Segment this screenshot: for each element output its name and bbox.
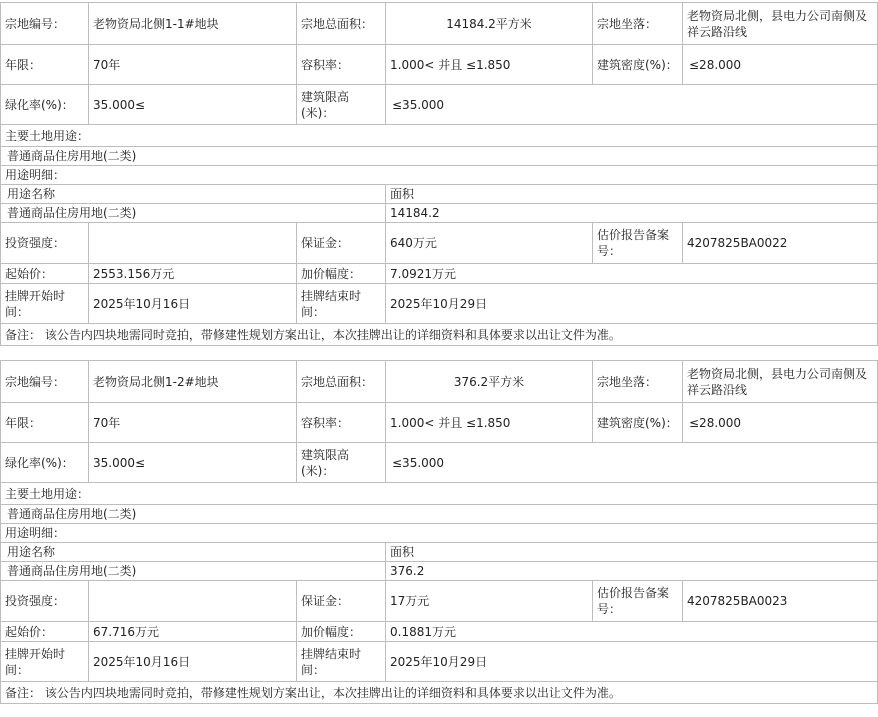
parcel-label: 宗地编号： <box>5 374 66 389</box>
parcel-value-cell <box>88 360 297 403</box>
far-label-cell <box>296 402 386 443</box>
start-price-value: 2553.156万元 <box>93 266 175 281</box>
deposit-value-cell <box>385 580 593 622</box>
parcel-label: 宗地编号： <box>5 16 66 31</box>
use-name-value: 普通商品住房用地(二类) <box>7 564 137 578</box>
invest-value-cell <box>88 222 297 264</box>
use-name-header: 用途名称 <box>7 545 56 559</box>
use-detail-label-cell <box>0 165 878 185</box>
list-end-label: 挂牌结束时间： <box>301 646 362 677</box>
deposit-label: 保证金： <box>301 594 350 608</box>
list-start-label: 挂牌开始时间： <box>5 646 66 677</box>
list-start-label-cell <box>0 283 89 324</box>
report-label-cell <box>592 580 683 622</box>
parcel-value-cell <box>88 2 297 45</box>
list-start-value: 2025年10月16日 <box>93 296 191 311</box>
location-value: 老物资局北侧，县电力公司南侧及祥云路沿线 <box>687 8 868 39</box>
list-end-value: 2025年10月29日 <box>390 296 488 311</box>
area-label-cell <box>296 360 386 403</box>
term-value-cell <box>88 402 297 443</box>
height-value: ≤35.000 <box>392 455 445 470</box>
report-label: 估价报告备案号： <box>597 586 670 616</box>
list-start-label-cell <box>0 641 89 682</box>
use-area-header-cell <box>385 184 878 204</box>
use-name-value-cell <box>0 203 386 223</box>
deposit-label-cell <box>296 580 386 622</box>
deposit-label: 保证金： <box>301 236 350 250</box>
invest-label-cell <box>0 222 89 264</box>
use-detail-label: 用途明细： <box>5 168 66 182</box>
report-value-cell <box>682 580 878 622</box>
density-label: 建筑密度(%)： <box>597 57 678 72</box>
increment-label: 加价幅度： <box>301 624 362 639</box>
green-label-cell <box>0 442 89 483</box>
green-value-cell <box>88 84 297 125</box>
invest-label: 投资强度： <box>5 236 66 250</box>
report-label: 估价报告备案号： <box>597 228 670 258</box>
main-use-value: 普通商品住房用地(二类) <box>7 149 137 163</box>
list-start-value-cell <box>88 283 297 324</box>
main-use-label: 主要土地用途： <box>5 128 90 143</box>
density-value: ≤28.000 <box>689 57 742 72</box>
green-label-cell <box>0 84 89 125</box>
list-start-value-cell <box>88 641 297 682</box>
term-label-cell <box>0 44 89 85</box>
report-value: 4207825BA0023 <box>687 594 788 608</box>
use-area-header: 面积 <box>390 545 415 559</box>
far-label: 容积率： <box>301 415 350 430</box>
term-label: 年限： <box>5 415 42 430</box>
height-value: ≤35.000 <box>392 97 445 112</box>
list-end-label: 挂牌结束时间： <box>301 288 362 319</box>
start-price-value-cell <box>88 621 297 642</box>
use-name-header-cell <box>0 184 386 204</box>
location-value-cell <box>682 2 878 45</box>
use-name-value-cell <box>0 561 386 581</box>
remark: 备注： 该公告内四块地需同时竞拍，带修建性规划方案出让，本次挂牌出让的详细资料和具体要求以出让文件为准。 <box>5 685 621 700</box>
report-label-cell <box>592 222 683 264</box>
area-label: 宗地总面积： <box>301 16 374 31</box>
start-price-label-cell <box>0 621 89 642</box>
main-use-label-cell <box>0 482 878 505</box>
green-value: 35.000≤ <box>93 97 146 112</box>
density-label-cell <box>592 44 683 85</box>
far-value-cell <box>385 44 593 85</box>
area-value: 376.2平方米 <box>453 374 525 389</box>
area-label-cell <box>296 2 386 45</box>
use-area-value-cell <box>385 561 878 581</box>
far-label-cell <box>296 44 386 85</box>
height-label: 建筑限高(米)： <box>301 89 350 120</box>
density-value: ≤28.000 <box>689 415 742 430</box>
green-value-cell <box>88 442 297 483</box>
term-label: 年限： <box>5 57 42 72</box>
area-label: 宗地总面积： <box>301 374 374 389</box>
deposit-value-cell <box>385 222 593 264</box>
green-label: 绿化率(%)： <box>5 455 74 470</box>
list-end-value-cell <box>385 641 878 682</box>
density-label-cell <box>592 402 683 443</box>
invest-label: 投资强度： <box>5 594 66 608</box>
increment-value: 7.0921万元 <box>390 266 456 281</box>
area-value-cell <box>385 360 593 403</box>
location-value-cell <box>682 360 878 403</box>
parcel-label-cell <box>0 360 89 403</box>
start-price-value: 67.716万元 <box>93 624 159 639</box>
report-value: 4207825BA0022 <box>687 236 788 250</box>
far-value: 1.000< 并且 ≤1.850 <box>390 415 511 430</box>
parcel-block-1 <box>0 2 878 345</box>
main-use-label: 主要土地用途： <box>5 486 90 501</box>
use-detail-label: 用途明细： <box>5 526 66 540</box>
parcel-label-cell <box>0 2 89 45</box>
location-label-cell <box>592 360 683 403</box>
use-name-value: 普通商品住房用地(二类) <box>7 206 137 220</box>
use-detail-label-cell <box>0 523 878 543</box>
location-label: 宗地坐落： <box>597 374 658 389</box>
height-value-cell <box>385 442 878 483</box>
use-area-header-cell <box>385 542 878 562</box>
density-value-cell <box>682 402 878 443</box>
term-value: 70年 <box>93 57 121 72</box>
parcel-value: 老物资局北侧1-2#地块 <box>93 374 219 389</box>
remark-cell <box>0 681 878 704</box>
increment-label-cell <box>296 263 386 284</box>
list-start-value: 2025年10月16日 <box>93 654 191 669</box>
report-value-cell <box>682 222 878 264</box>
increment-label: 加价幅度： <box>301 266 362 281</box>
remark-cell <box>0 323 878 346</box>
parcel-value: 老物资局北侧1-1#地块 <box>93 16 219 31</box>
invest-value-cell <box>88 580 297 622</box>
area-value: 14184.2平方米 <box>446 16 532 31</box>
start-price-label: 起始价： <box>5 266 54 281</box>
remark: 备注： 该公告内四块地需同时竞拍，带修建性规划方案出让，本次挂牌出让的详细资料和具体要求以出让文件为准。 <box>5 327 621 342</box>
area-value-cell <box>385 2 593 45</box>
deposit-label-cell <box>296 222 386 264</box>
list-end-label-cell <box>296 641 386 682</box>
location-label: 宗地坐落： <box>597 16 658 31</box>
invest-label-cell <box>0 580 89 622</box>
main-use-label-cell <box>0 124 878 147</box>
use-name-header: 用途名称 <box>7 187 56 201</box>
density-value-cell <box>682 44 878 85</box>
use-area-header: 面积 <box>390 187 415 201</box>
list-end-value: 2025年10月29日 <box>390 654 488 669</box>
list-end-label-cell <box>296 283 386 324</box>
list-end-value-cell <box>385 283 878 324</box>
deposit-value: 640万元 <box>390 236 437 250</box>
far-value: 1.000< 并且 ≤1.850 <box>390 57 511 72</box>
use-area-value: 376.2 <box>390 564 425 578</box>
parcel-block-2 <box>0 360 878 703</box>
list-start-label: 挂牌开始时间： <box>5 288 66 319</box>
far-label: 容积率： <box>301 57 350 72</box>
deposit-value: 17万元 <box>390 594 430 608</box>
use-name-header-cell <box>0 542 386 562</box>
term-value-cell <box>88 44 297 85</box>
start-price-label-cell <box>0 263 89 284</box>
term-value: 70年 <box>93 415 121 430</box>
height-label-cell <box>296 84 386 125</box>
use-area-value-cell <box>385 203 878 223</box>
main-use-value-cell <box>0 504 878 524</box>
height-label-cell <box>296 442 386 483</box>
green-label: 绿化率(%)： <box>5 97 74 112</box>
far-value-cell <box>385 402 593 443</box>
location-label-cell <box>592 2 683 45</box>
start-price-value-cell <box>88 263 297 284</box>
increment-value: 0.1881万元 <box>390 624 456 639</box>
term-label-cell <box>0 402 89 443</box>
main-use-value: 普通商品住房用地(二类) <box>7 507 137 521</box>
green-value: 35.000≤ <box>93 455 146 470</box>
start-price-label: 起始价： <box>5 624 54 639</box>
height-value-cell <box>385 84 878 125</box>
use-area-value: 14184.2 <box>390 206 440 220</box>
increment-value-cell <box>385 263 878 284</box>
density-label: 建筑密度(%)： <box>597 415 678 430</box>
height-label: 建筑限高(米)： <box>301 447 350 478</box>
main-use-value-cell <box>0 146 878 166</box>
increment-label-cell <box>296 621 386 642</box>
location-value: 老物资局北侧，县电力公司南侧及祥云路沿线 <box>687 366 868 397</box>
increment-value-cell <box>385 621 878 642</box>
